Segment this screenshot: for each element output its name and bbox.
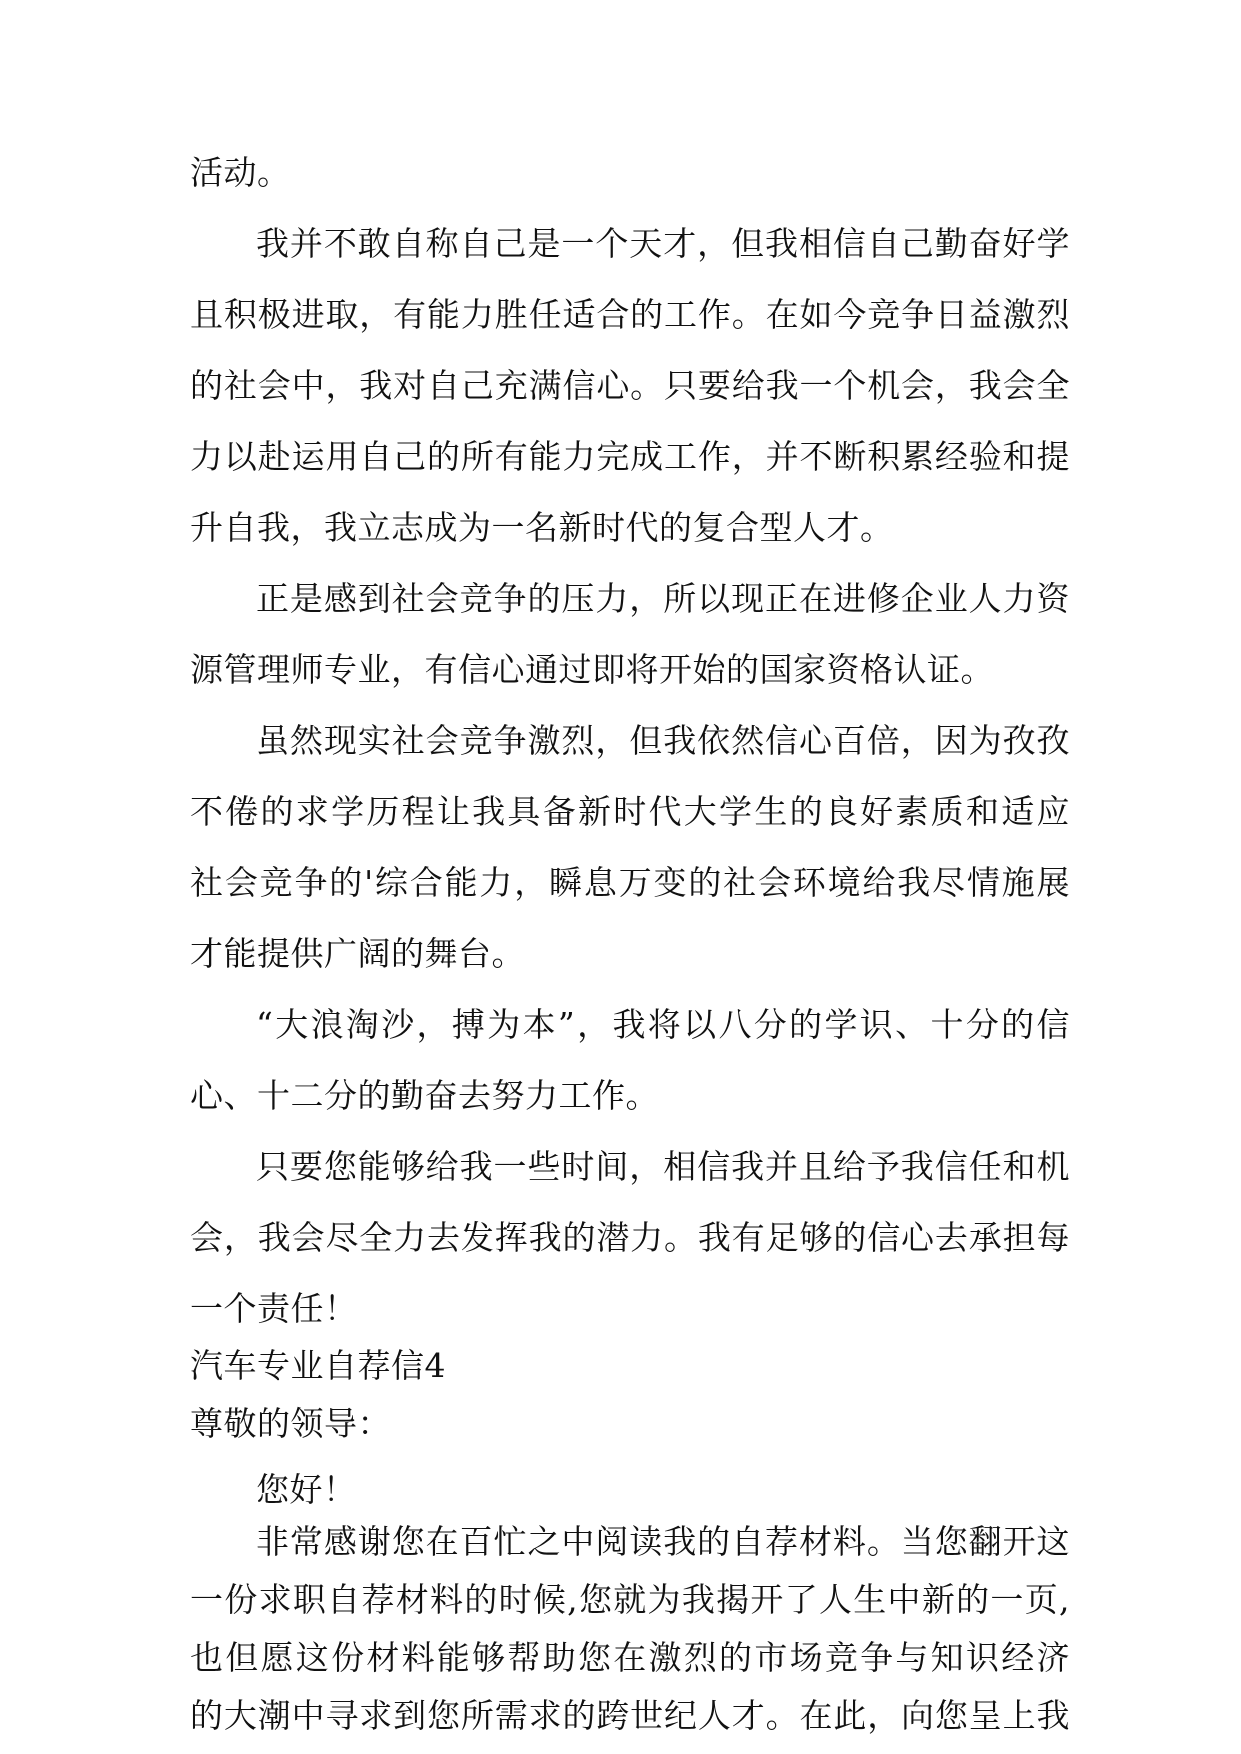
text-line: 非常感谢您在百忙之中阅读我的自荐材料。当您翻开这 [256, 1522, 1070, 1561]
text-line: 源管理师专业，有信心通过即将开始的国家资格认证。 [190, 650, 994, 689]
greeting: 您好！ [256, 1470, 357, 1509]
text-line: 的社会中，我对自己充满信心。只要给我一个机会，我会全 [190, 366, 1070, 405]
text-line: 不倦的求学历程让我具备新时代大学生的良好素质和适应 [190, 792, 1070, 831]
text-line: 虽然现实社会竞争激烈，但我依然信心百倍，因为孜孜 [256, 721, 1070, 760]
text-line: 会，我会尽全力去发挥我的潜力。我有足够的信心去承担每 [190, 1218, 1070, 1257]
text-line: 只要您能够给我一些时间，相信我并且给予我信任和机 [256, 1147, 1070, 1186]
salutation: 尊敬的领导： [190, 1404, 391, 1443]
text-line: 一份求职自荐材料的时候,您就为我揭开了人生中新的一页, [190, 1580, 1070, 1619]
text-line: 活动。 [190, 153, 291, 192]
text-line: 力以赴运用自己的所有能力完成工作，并不断积累经验和提 [190, 437, 1070, 476]
text-line: 社会竞争的'综合能力，瞬息万变的社会环境给我尽情施展 [190, 863, 1070, 902]
text-line: 也但愿这份材料能够帮助您在激烈的市场竞争与知识经济 [190, 1638, 1070, 1677]
text-line: 才能提供广阔的舞台。 [190, 934, 525, 973]
text-line: 一个责任！ [190, 1289, 358, 1328]
text-line: 正是感到社会竞争的压力，所以现正在进修企业人力资 [256, 579, 1070, 618]
text-line: 我并不敢自称自己是一个天才，但我相信自己勤奋好学 [256, 224, 1070, 263]
section-heading: 汽车专业自荐信4 [190, 1346, 446, 1385]
text-line: 心、十二分的勤奋去努力工作。 [190, 1076, 659, 1115]
text-line: “大浪淘沙，搏为本”，我将以八分的学识、十分的信 [256, 1005, 1070, 1044]
text-line: 且积极进取，有能力胜任适合的工作。在如今竞争日益激烈 [190, 295, 1070, 334]
text-line: 升自我，我立志成为一名新时代的复合型人才。 [190, 508, 894, 547]
text-line: 的大潮中寻求到您所需求的跨世纪人才。在此，向您呈上我 [190, 1696, 1070, 1735]
